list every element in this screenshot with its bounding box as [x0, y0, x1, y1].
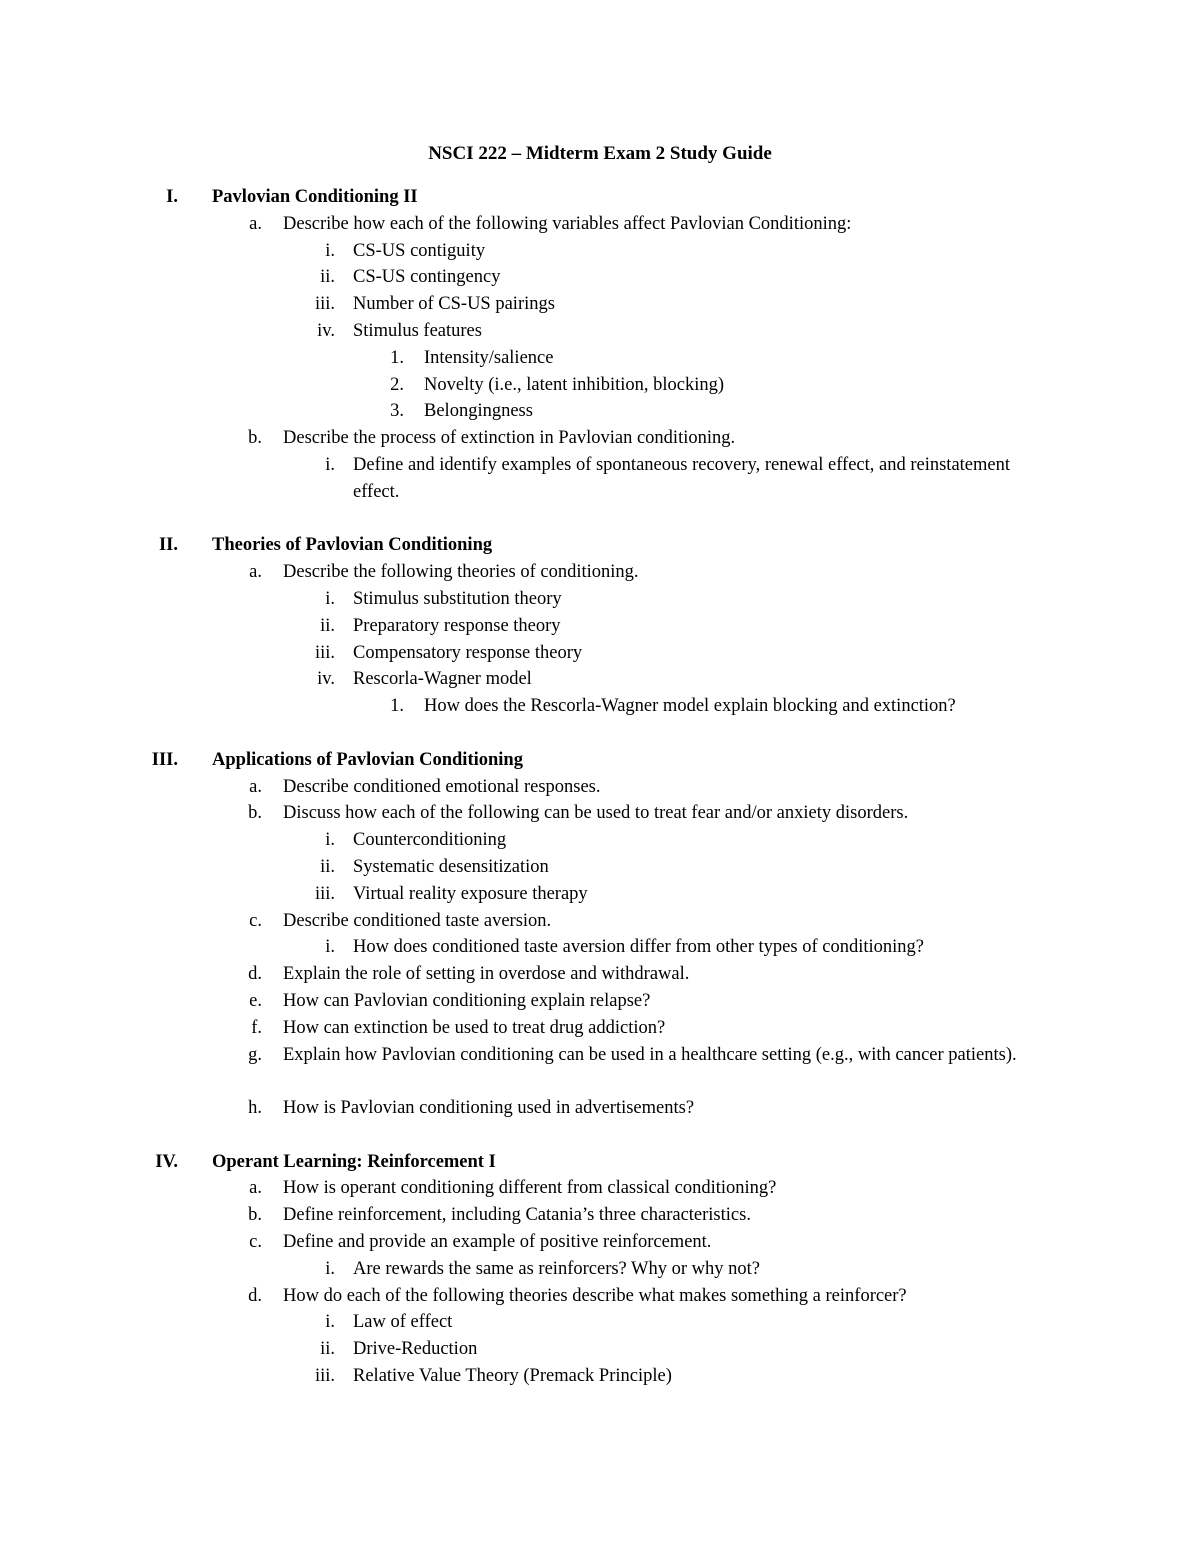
item-marker: i.	[325, 240, 335, 261]
item-marker: f.	[251, 1017, 262, 1038]
item-text: Relative Value Theory (Premack Principle)	[353, 1366, 672, 1387]
section-spacer	[0, 720, 1200, 747]
list-item	[0, 908, 1200, 935]
list-item	[0, 425, 1200, 452]
item-text: Define reinforcement, including Catania’s three characteristics.	[283, 1205, 751, 1226]
list-item	[0, 586, 1200, 613]
item-text: Rescorla-Wagner model	[353, 669, 532, 690]
item-marker: c.	[249, 910, 262, 931]
item-text: Discuss how each of the following can be used to treat fear and/or anxiety disorders.	[283, 803, 909, 824]
item-marker: ii.	[320, 1339, 335, 1360]
study-guide-outline	[0, 184, 1200, 1390]
item-marker: iv.	[317, 320, 335, 341]
list-item	[0, 318, 1200, 345]
item-text: Describe how each of the following variables affect Pavlovian Conditioning:	[283, 213, 852, 234]
item-text: Belongingness	[424, 401, 533, 422]
item-marker: ii.	[320, 856, 335, 877]
list-item	[0, 774, 1200, 801]
list-item	[0, 1229, 1200, 1256]
item-text: Law of effect	[353, 1312, 453, 1333]
item-text: Define and identify examples of spontaneous recovery, renewal effect, and reinstatement effect.	[353, 454, 1010, 502]
section-heading	[0, 1149, 1200, 1176]
item-text: Intensity/salience	[424, 347, 554, 368]
item-text: Novelty (i.e., latent inhibition, blocking)	[424, 374, 725, 395]
list-item	[0, 1042, 1200, 1096]
item-text: How can Pavlovian conditioning explain relapse?	[283, 990, 651, 1011]
list-item	[0, 345, 1200, 372]
list-item	[0, 613, 1200, 640]
item-marker: 1.	[390, 696, 404, 717]
item-text: Define and provide an example of positive reinforcement.	[283, 1232, 712, 1253]
item-marker: iii.	[314, 883, 335, 904]
section-marker: III.	[151, 749, 178, 770]
section-heading	[0, 747, 1200, 774]
item-text: Describe conditioned emotional responses.	[283, 776, 601, 797]
list-item	[0, 827, 1200, 854]
item-text: How is operant conditioning different from classical conditioning?	[283, 1178, 777, 1199]
list-item	[0, 452, 1200, 506]
section-heading	[0, 184, 1200, 211]
list-item	[0, 1256, 1200, 1283]
item-text: How is Pavlovian conditioning used in advertisements?	[283, 1098, 695, 1119]
list-item	[0, 1336, 1200, 1363]
list-item	[0, 1175, 1200, 1202]
section-spacer	[0, 1122, 1200, 1149]
item-marker: i.	[325, 1258, 335, 1279]
item-marker: i.	[325, 588, 335, 609]
item-marker: iv.	[317, 669, 335, 690]
section-title: Pavlovian Conditioning II	[212, 187, 418, 207]
list-item	[0, 988, 1200, 1015]
section-marker: IV.	[155, 1151, 178, 1172]
item-marker: g.	[248, 1044, 262, 1065]
item-marker: ii.	[320, 267, 335, 288]
item-marker: a.	[249, 776, 262, 797]
item-marker: c.	[249, 1232, 262, 1253]
item-text: Stimulus substitution theory	[353, 588, 562, 609]
item-text: Virtual reality exposure therapy	[353, 883, 588, 904]
item-text: CS-US contingency	[353, 267, 501, 288]
item-marker: i.	[325, 937, 335, 958]
item-marker: ii.	[320, 615, 335, 636]
item-marker: i.	[325, 1312, 335, 1333]
item-marker: 1.	[390, 347, 404, 368]
section-spacer	[0, 506, 1200, 533]
section-title: Applications of Pavlovian Conditioning	[212, 749, 523, 770]
list-item	[0, 666, 1200, 693]
item-text: Are rewards the same as reinforcers? Why or why not?	[353, 1258, 761, 1279]
item-text: Describe conditioned taste aversion.	[283, 910, 552, 931]
item-text: How does conditioned taste aversion differ from other types of conditioning?	[353, 937, 924, 958]
item-marker: a.	[249, 562, 262, 583]
list-item	[0, 640, 1200, 667]
section-marker: II.	[158, 535, 178, 556]
list-item	[0, 264, 1200, 291]
list-item	[0, 881, 1200, 908]
list-item	[0, 398, 1200, 425]
item-text: Compensatory response theory	[353, 642, 583, 663]
item-marker: iii.	[314, 642, 335, 663]
item-marker: 2.	[390, 374, 404, 395]
item-text: How do each of the following theories describe what makes something a reinforcer?	[283, 1285, 907, 1306]
item-marker: b.	[248, 428, 262, 449]
item-marker: i.	[325, 830, 335, 851]
list-item	[0, 1095, 1200, 1122]
list-item	[0, 854, 1200, 881]
item-text: Explain how Pavlovian conditioning can be used in a healthcare setting (e.g., with cancer patients).	[283, 1044, 1017, 1065]
item-marker: e.	[249, 990, 262, 1011]
item-text: Drive-Reduction	[353, 1339, 478, 1360]
list-item	[0, 1015, 1200, 1042]
item-marker: h.	[248, 1098, 262, 1119]
item-text: Explain the role of setting in overdose and withdrawal.	[283, 964, 690, 985]
item-marker: iii.	[314, 1366, 335, 1387]
item-text: How does the Rescorla-Wagner model explain blocking and extinction?	[424, 696, 956, 717]
list-item	[0, 1202, 1200, 1229]
section-title: Operant Learning: Reinforcement I	[212, 1151, 496, 1172]
list-item	[0, 934, 1200, 961]
item-text: Counterconditioning	[353, 830, 507, 851]
list-item	[0, 238, 1200, 265]
item-marker: 3.	[390, 401, 404, 422]
list-item	[0, 1283, 1200, 1310]
item-marker: iii.	[314, 294, 335, 315]
item-text: Number of CS-US pairings	[353, 294, 555, 315]
item-text: How can extinction be used to treat drug addiction?	[283, 1017, 666, 1038]
item-marker: d.	[248, 1285, 262, 1306]
item-marker: a.	[249, 1178, 262, 1199]
list-item	[0, 291, 1200, 318]
item-marker: i.	[325, 454, 335, 475]
item-text: Describe the following theories of conditioning.	[283, 562, 639, 583]
list-item	[0, 559, 1200, 586]
list-item	[0, 372, 1200, 399]
item-marker: b.	[248, 803, 262, 824]
list-item	[0, 1309, 1200, 1336]
item-text: Systematic desensitization	[353, 856, 549, 877]
list-item	[0, 800, 1200, 827]
list-item	[0, 693, 1200, 720]
item-text: Preparatory response theory	[353, 615, 561, 636]
section-title: Theories of Pavlovian Conditioning	[212, 535, 493, 556]
list-item	[0, 961, 1200, 988]
section-marker: I.	[166, 187, 178, 207]
list-item	[0, 1363, 1200, 1390]
item-marker: a.	[249, 213, 262, 234]
item-text: CS-US contiguity	[353, 240, 486, 261]
section-heading	[0, 532, 1200, 559]
item-text: Stimulus features	[353, 320, 482, 341]
item-marker: b.	[248, 1205, 262, 1226]
item-marker: d.	[248, 964, 262, 985]
item-text: Describe the process of extinction in Pavlovian conditioning.	[283, 428, 736, 449]
page-title: NSCI 222 – Midterm Exam 2 Study Guide	[428, 143, 772, 164]
list-item	[0, 211, 1200, 238]
